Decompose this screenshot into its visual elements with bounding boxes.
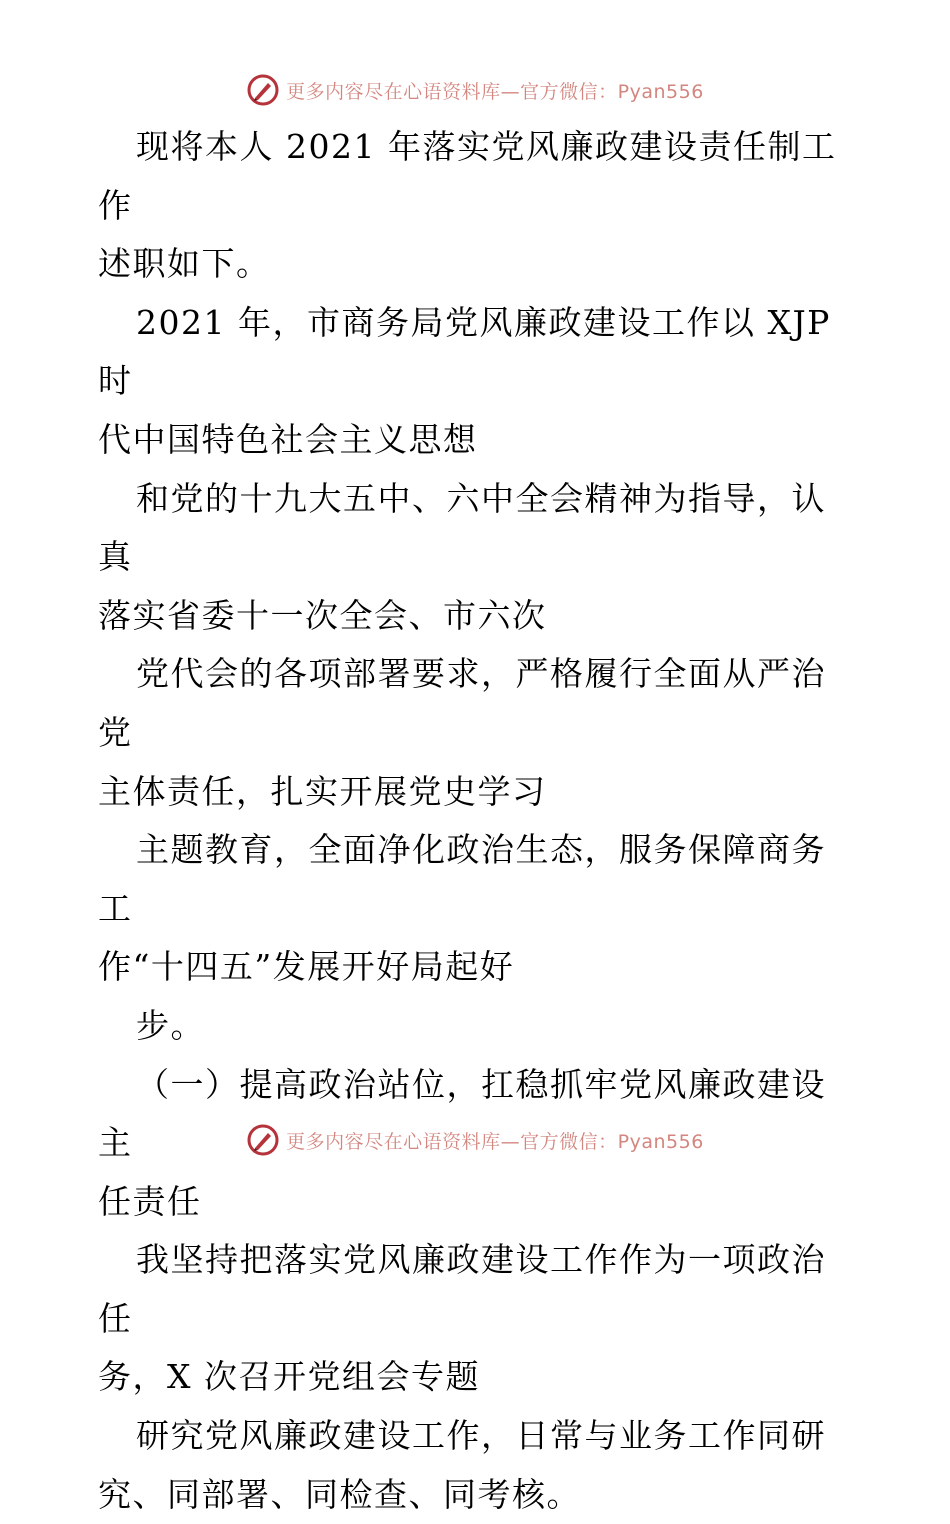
text-line: 研究党风廉政建设工作，日常与业务工作同研 xyxy=(136,1416,826,1456)
text-line: 党代会的各项部署要求，严格履行全面从严治党 xyxy=(98,654,826,752)
red-pen-circle-logo-icon xyxy=(246,73,280,107)
text-line: 务，X 次召开党组会专题 xyxy=(98,1357,480,1397)
text-line: 落实省委十一次全会、市六次 xyxy=(98,595,547,635)
text-line: 究、同部署、同检查、同考核。 xyxy=(98,1474,581,1514)
text-line: 作“十四五”发展开好局起好 xyxy=(98,947,515,987)
text-line: 主题教育，全面净化政治生态，服务保障商务工 xyxy=(98,830,826,928)
text-line: 2021 年，市商务局党风廉政建设工作以 XJP 时 xyxy=(98,302,831,401)
text-line: 我坚持把落实党风廉政建设工作作为一项政治任 xyxy=(98,1240,826,1338)
red-pen-circle-logo-icon xyxy=(246,1123,280,1157)
header-watermark xyxy=(0,70,950,110)
paragraph-7 xyxy=(98,1231,858,1407)
text-line: 和党的十九大五中、六中全会精神为指导，认真 xyxy=(98,478,826,577)
watermark-text: 更多内容尽在心语资料库—官方微信：Pyan556 xyxy=(286,80,704,103)
text-line: 任责任 xyxy=(98,1181,202,1221)
watermark-text: 更多内容尽在心语资料库—官方微信：Pyan556 xyxy=(286,1130,704,1153)
footer-watermark xyxy=(0,1120,950,1160)
paragraph-4 xyxy=(98,645,858,821)
text-line: 步。 xyxy=(136,1005,205,1045)
paragraph-2 xyxy=(98,294,858,470)
text-line: 现将本人 2021 年落实党风廉政建设责任制工作 xyxy=(98,127,837,225)
text-line: 述职如下。 xyxy=(98,244,271,284)
paragraph-8 xyxy=(98,1407,858,1524)
paragraph-3 xyxy=(98,470,858,646)
paragraph-6 xyxy=(98,997,858,1056)
paragraph-5 xyxy=(98,821,858,997)
document-body xyxy=(98,118,858,1524)
text-line: （一）提高政治站位，扛稳抓牢党风廉政建设主 xyxy=(98,1064,826,1163)
text-line: 主体责任，扎实开展党史学习 xyxy=(98,771,547,811)
text-line: 代中国特色社会主义思想 xyxy=(98,419,478,459)
paragraph-1 xyxy=(98,118,858,294)
